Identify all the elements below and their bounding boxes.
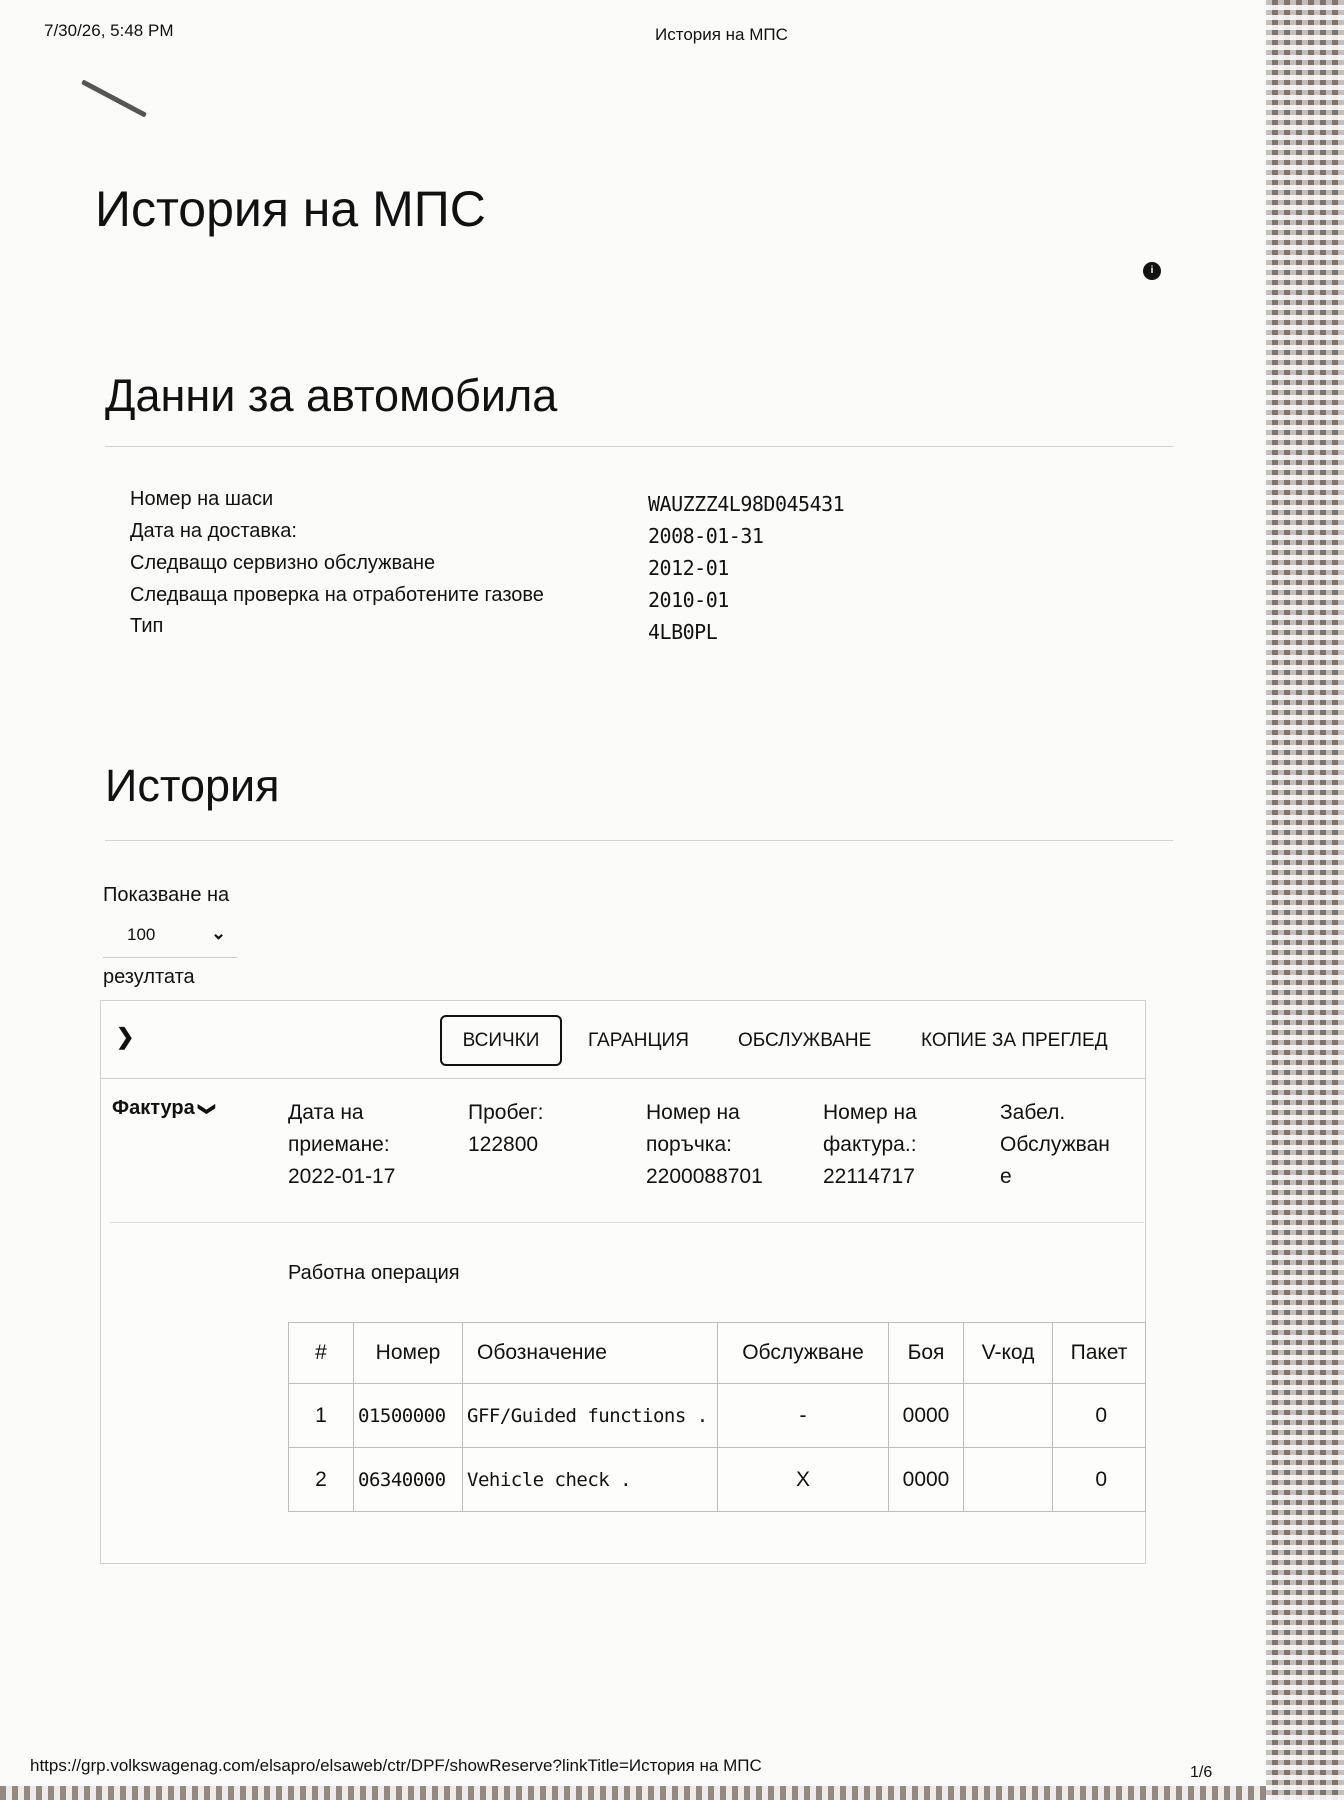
table-row <box>289 1448 1146 1512</box>
invoice-toggle[interactable] <box>112 1097 218 1120</box>
invoice-label: Фактура <box>112 1097 195 1119</box>
order-number-field <box>646 1097 786 1193</box>
operation-name: Vehicle check . <box>463 1448 718 1512</box>
operation-package: 0 <box>1053 1384 1146 1448</box>
operation-paint: 0000 <box>889 1448 964 1512</box>
table-header-row <box>289 1323 1146 1384</box>
print-url: https://grp.volkswagenag.com/elsapro/elsaweb/ctr/DPF/showReserve?linkTitle=История на МПС <box>30 1756 762 1775</box>
invoice-number-value: 22114717 <box>823 1165 915 1188</box>
mileage-label: Пробег: <box>468 1101 544 1124</box>
mileage-field <box>468 1097 618 1161</box>
chevron-down-icon: ❯ <box>198 1101 218 1117</box>
row-index: 1 <box>289 1384 354 1448</box>
column-header: Номер <box>354 1323 463 1384</box>
results-per-page-select[interactable] <box>103 915 237 958</box>
receipt-date-field <box>288 1097 418 1193</box>
operation-vcode <box>964 1448 1053 1512</box>
tab-service[interactable]: ОБСЛУЖВАНЕ <box>738 1030 872 1051</box>
note-field <box>1000 1097 1125 1193</box>
results-label: резултата <box>103 966 195 988</box>
vin-value: WAUZZZ4L98D045431 <box>648 492 845 516</box>
row-index: 2 <box>289 1448 354 1512</box>
delivery-date-label: Дата на доставка: <box>130 520 297 542</box>
column-header: V-код <box>964 1323 1053 1384</box>
tab-warranty[interactable]: ГАРАНЦИЯ <box>588 1030 689 1051</box>
tab-bar-divider <box>100 1078 1146 1079</box>
column-header: # <box>289 1323 354 1384</box>
emission-check-value: 2010-01 <box>648 588 729 612</box>
invoice-number-label: Номер на фактура.: <box>823 1101 917 1156</box>
results-per-page-value: 100 <box>127 925 156 944</box>
column-header: Обслужване <box>718 1323 889 1384</box>
print-date: 7/30/26, 5:48 PM <box>44 21 174 40</box>
emission-check-label: Следваща проверка на отработените газове <box>130 584 544 606</box>
operation-vcode <box>964 1384 1053 1448</box>
chevron-down-icon: ⌄ <box>211 923 227 943</box>
operation-service: - <box>718 1384 889 1448</box>
print-page-number: 1/6 <box>1190 1764 1213 1781</box>
work-operation-title: Работна операция <box>288 1262 460 1284</box>
receipt-date-value: 2022-01-17 <box>288 1165 396 1188</box>
background-fabric-bottom <box>0 1786 1266 1800</box>
operation-package: 0 <box>1053 1448 1146 1512</box>
tab-all[interactable]: ВСИЧКИ <box>440 1015 562 1066</box>
note-label: Забел. <box>1000 1101 1066 1124</box>
column-header: Боя <box>889 1323 964 1384</box>
operation-service: X <box>718 1448 889 1512</box>
mileage-value: 122800 <box>468 1133 539 1156</box>
vehicle-data-heading: Данни за автомобила <box>105 370 558 421</box>
table-row <box>289 1384 1146 1448</box>
type-value: 4LB0PL <box>648 620 718 644</box>
operation-paint: 0000 <box>889 1384 964 1448</box>
column-header: Пакет <box>1053 1323 1146 1384</box>
show-label: Показване на <box>103 884 230 906</box>
invoice-number-field <box>823 1097 963 1193</box>
background-fabric-edge <box>1266 0 1344 1800</box>
print-header-title: История на МПС <box>655 25 788 44</box>
vin-label: Номер на шаси <box>130 488 274 510</box>
operation-number: 06340000 <box>354 1448 463 1512</box>
work-operations-table <box>288 1322 1146 1512</box>
operation-name: GFF/Guided functions . <box>463 1384 718 1448</box>
info-icon[interactable]: i <box>1143 262 1161 280</box>
receipt-date-label: Дата на приемане: <box>288 1101 390 1156</box>
invoice-divider <box>110 1222 1144 1223</box>
next-service-value: 2012-01 <box>648 556 729 580</box>
section-divider <box>105 840 1173 841</box>
column-header: Обозначение <box>463 1323 718 1384</box>
note-value: Обслужван е <box>1000 1133 1110 1188</box>
chevron-down-icon[interactable]: ❯ <box>116 1024 135 1049</box>
section-divider <box>105 446 1173 447</box>
operation-number: 01500000 <box>354 1384 463 1448</box>
order-number-label: Номер на поръчка: <box>646 1101 740 1156</box>
page-title: История на МПС <box>95 181 486 237</box>
order-number-value: 2200088701 <box>646 1165 763 1188</box>
type-label: Тип <box>130 615 164 637</box>
tab-review-copy[interactable]: КОПИЕ ЗА ПРЕГЛЕД <box>921 1030 1108 1051</box>
history-heading: История <box>105 760 280 811</box>
next-service-label: Следващо сервизно обслужване <box>130 552 436 574</box>
delivery-date-value: 2008-01-31 <box>648 524 764 548</box>
